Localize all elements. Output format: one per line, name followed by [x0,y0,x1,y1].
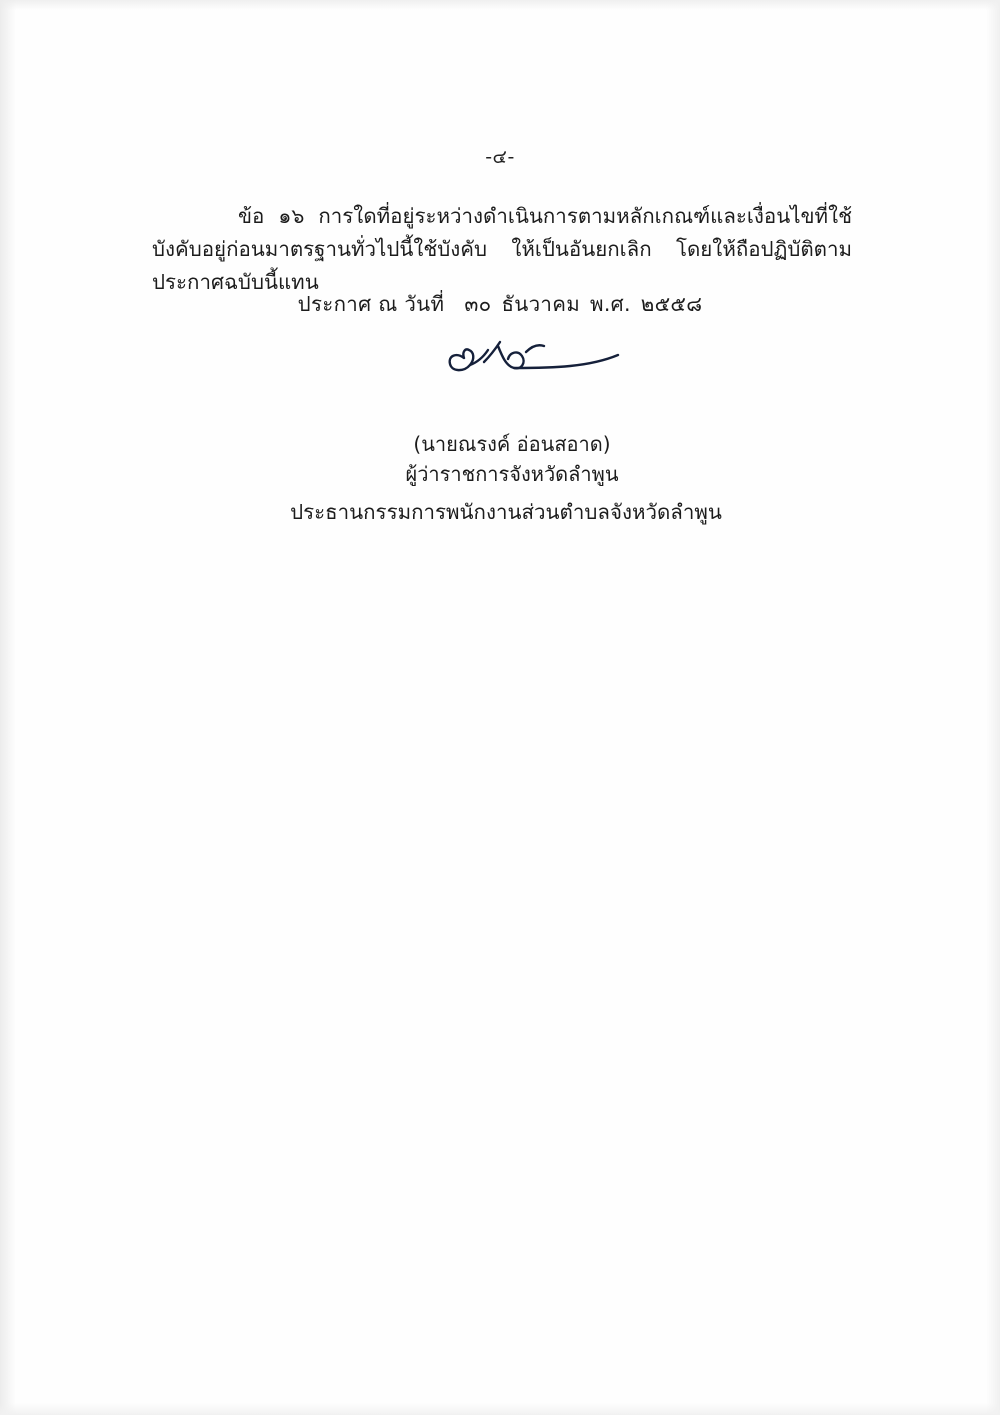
scan-edge-left [0,0,16,1415]
clause-paragraph [152,200,852,300]
announcement-month: ธันวาคม [501,292,581,316]
signatory-name: (นายณรงค์ อ่อนสอาด) [413,432,611,456]
handwritten-signature [440,332,670,402]
announcement-prefix: ประกาศ ณ วันที่ [297,292,445,316]
page-number: -๔- [485,146,515,168]
scan-edge-right [986,0,1000,1415]
scan-edge-top [0,0,1000,10]
scan-edge-bottom [0,1403,1000,1415]
clause-text: การใดที่อยู่ระหว่างดำเนินการตามหลักเกณฑ์และเงื่อนไขที่ใช้บังคับอยู่ก่อนมาตรฐานทั่วไปนี้ใช้บังคับ ให้เป็นอันยกเลิก โดยให้ถือปฏิบัติตามประกาศฉบับนี้แทน [152,204,852,295]
signatory-title: ผู้ว่าราชการจังหวัดลำพูน [405,462,619,486]
clause-number: ข้อ ๑๖ [238,204,305,228]
signatory-role: ประธานกรรมการพนักงานส่วนตำบลจังหวัดลำพูน [290,500,722,524]
announcement-date-line [0,288,1000,321]
announcement-year-prefix: พ.ศ. [590,292,631,316]
clause-block [152,200,852,300]
announcement-day: ๓๐ [464,292,492,316]
announcement-year: ๒๕๕๘ [640,292,703,316]
